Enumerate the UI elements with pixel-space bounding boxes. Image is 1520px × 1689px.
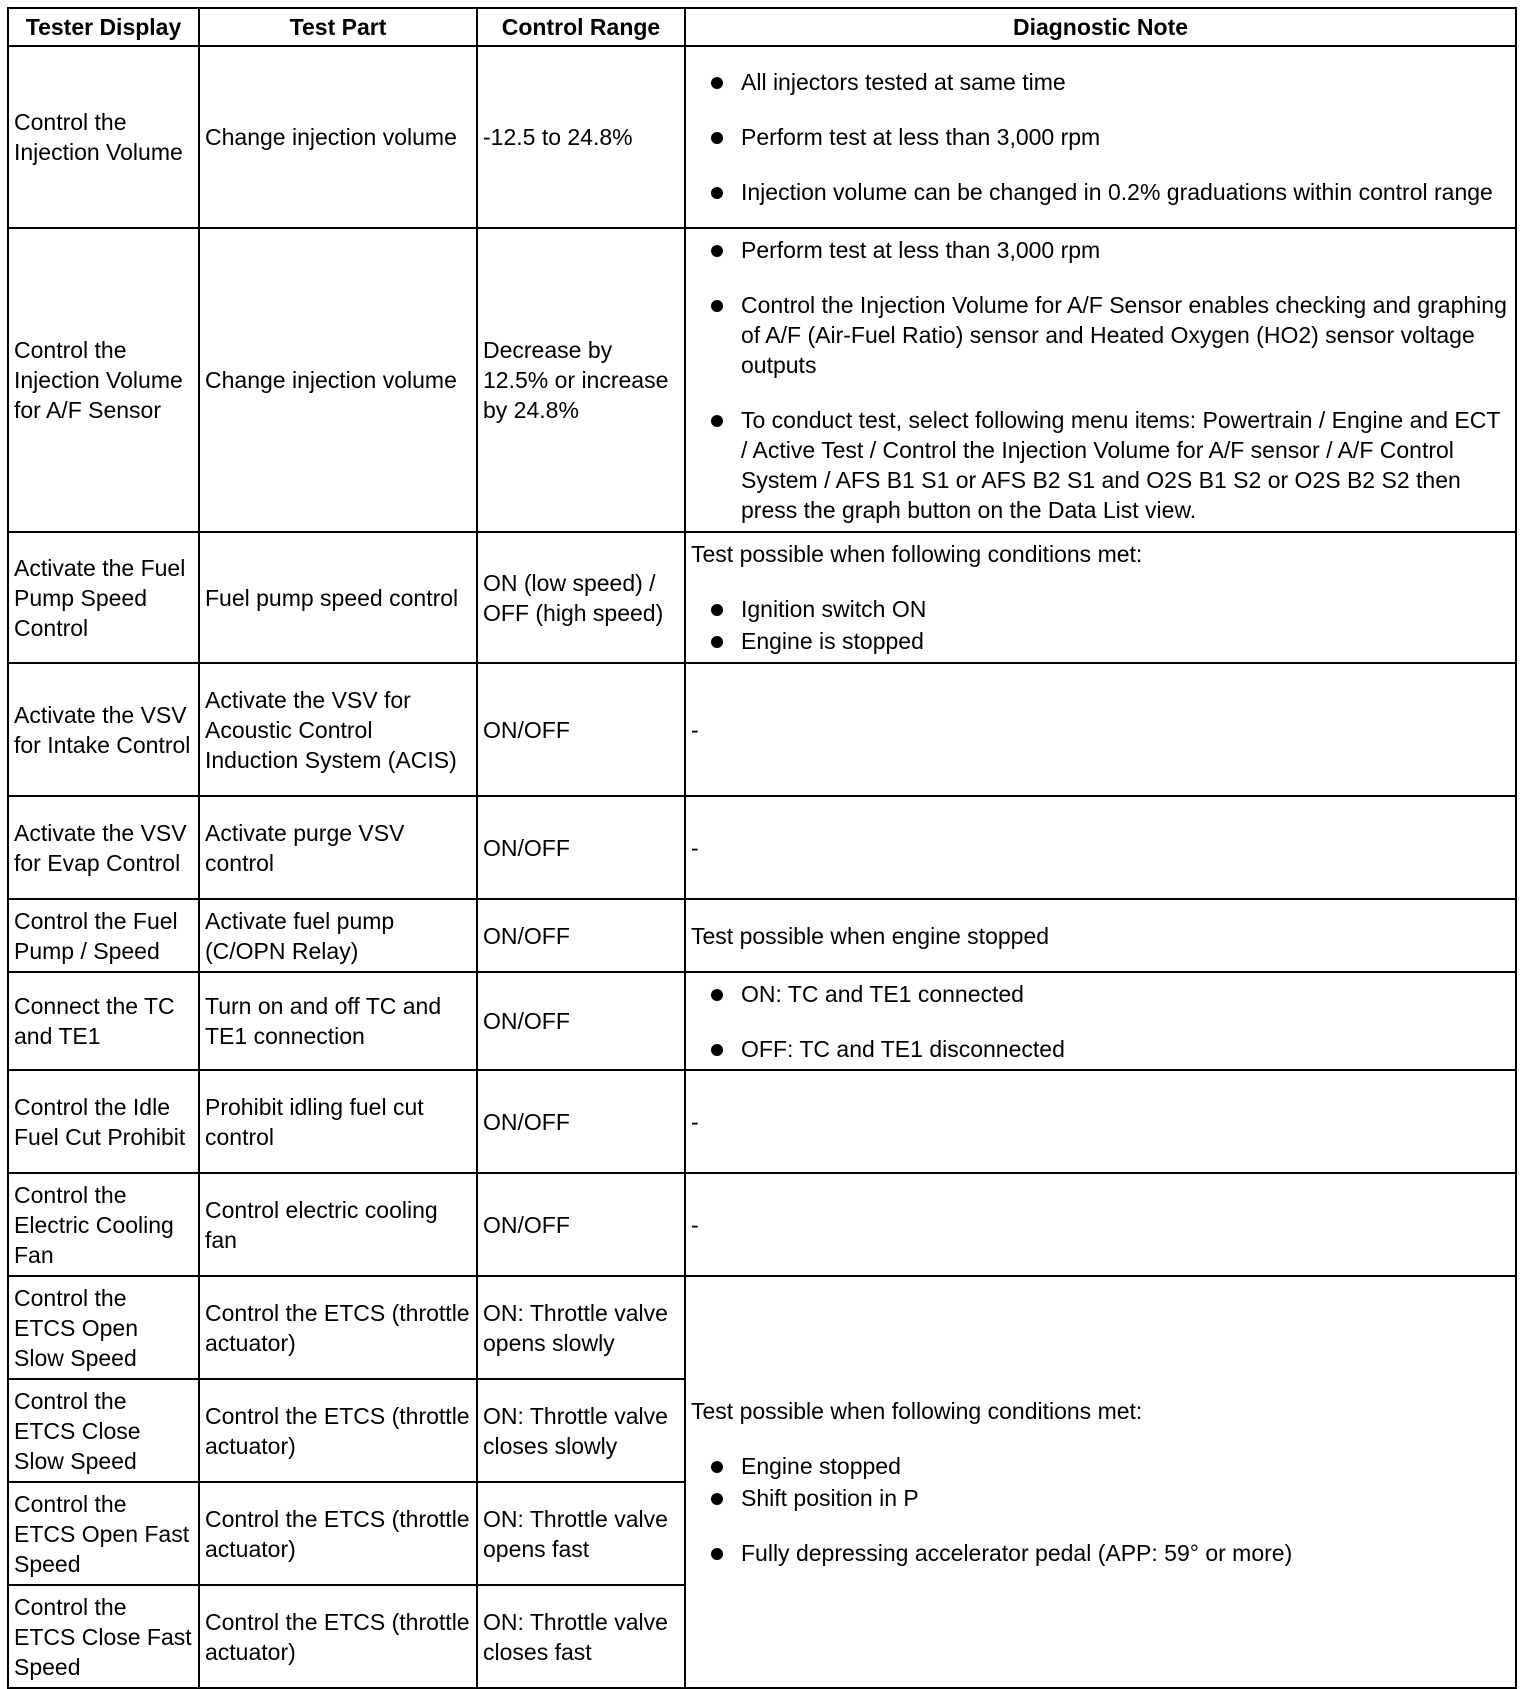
test-part-cell: Activate the VSV for Acoustic Control Induction System (ACIS) (199, 663, 477, 796)
table-row (8, 46, 1516, 228)
table-row (8, 1276, 1516, 1379)
note-title: Test possible when following conditions met: (691, 1398, 1143, 1424)
note-item: OFF: TC and TE1 disconnected (691, 1034, 1510, 1064)
diagnostic-note-cell: - (685, 663, 1516, 796)
note-item: Fully depressing accelerator pedal (APP: 59° or more) (691, 1538, 1510, 1568)
note-item: ON: TC and TE1 connected (691, 979, 1510, 1009)
note-list (691, 67, 1510, 207)
diagnostic-note-cell: - (685, 796, 1516, 899)
test-part-cell: Prohibit idling fuel cut control (199, 1070, 477, 1173)
table-row (8, 228, 1516, 532)
note-item: Perform test at less than 3,000 rpm (691, 235, 1510, 265)
test-part-cell: Control the ETCS (throttle actuator) (199, 1379, 477, 1482)
tester-display-cell: Control the Fuel Pump / Speed (8, 899, 199, 972)
tester-display-cell: Activate the VSV for Intake Control (8, 663, 199, 796)
test-part-cell: Fuel pump speed control (199, 532, 477, 663)
control-range-cell: ON (low speed) / OFF (high speed) (477, 532, 685, 663)
diagnostic-note-cell: - (685, 1173, 1516, 1276)
tester-display-cell: Control the Injection Volume for A/F Sensor (8, 228, 199, 532)
note-item: Engine stopped (691, 1451, 1510, 1481)
control-range-cell: ON/OFF (477, 1173, 685, 1276)
note-item: Ignition switch ON (691, 594, 1510, 624)
table-row (8, 663, 1516, 796)
tester-display-cell: Control the ETCS Close Slow Speed (8, 1379, 199, 1482)
diagnostic-note-cell: Test possible when engine stopped (685, 899, 1516, 972)
test-part-cell: Control electric cooling fan (199, 1173, 477, 1276)
note-list (691, 1451, 1510, 1568)
control-range-cell: ON/OFF (477, 796, 685, 899)
diagnostic-note-cell-etcs (685, 1276, 1516, 1688)
test-part-cell: Change injection volume (199, 46, 477, 228)
tester-display-cell: Control the Injection Volume (8, 46, 199, 228)
control-range-cell: Decrease by 12.5% or increase by 24.8% (477, 228, 685, 532)
control-range-cell: ON/OFF (477, 1070, 685, 1173)
note-item: To conduct test, select following menu items: Powertrain / Engine and ECT / Active Test / Control the Injection Volume for A/F sensor / A/F Control System / AFS B1 S1 or AFS B2 S1 and O2S B1 S2 or O2S B2 S2 then press the graph button on the Data List view. (691, 405, 1510, 525)
note-item: Perform test at less than 3,000 rpm (691, 122, 1510, 152)
control-range-cell: ON: Throttle valve closes fast (477, 1585, 685, 1688)
tester-display-cell: Activate the Fuel Pump Speed Control (8, 532, 199, 663)
diagnostic-note-cell (685, 228, 1516, 532)
control-range-cell: ON: Throttle valve opens fast (477, 1482, 685, 1585)
test-part-cell: Activate fuel pump (C/OPN Relay) (199, 899, 477, 972)
table-row (8, 532, 1516, 663)
note-list (691, 979, 1510, 1064)
header-test-part: Test Part (199, 8, 477, 46)
header-control-range: Control Range (477, 8, 685, 46)
test-part-cell: Activate purge VSV control (199, 796, 477, 899)
test-part-cell: Control the ETCS (throttle actuator) (199, 1276, 477, 1379)
note-item: Shift position in P (691, 1483, 1510, 1513)
note-list (691, 594, 1510, 656)
header-row (8, 8, 1516, 46)
diagnostic-note-cell (685, 46, 1516, 228)
test-part-cell: Turn on and off TC and TE1 connection (199, 972, 477, 1070)
table-row (8, 972, 1516, 1070)
tester-display-cell: Activate the VSV for Evap Control (8, 796, 199, 899)
tester-display-cell: Control the ETCS Close Fast Speed (8, 1585, 199, 1688)
control-range-cell: ON: Throttle valve opens slowly (477, 1276, 685, 1379)
active-test-table-container (7, 7, 1517, 1689)
control-range-cell: -12.5 to 24.8% (477, 46, 685, 228)
control-range-cell: ON/OFF (477, 899, 685, 972)
table-row (8, 899, 1516, 972)
control-range-cell: ON: Throttle valve closes slowly (477, 1379, 685, 1482)
header-diagnostic-note: Diagnostic Note (685, 8, 1516, 46)
table-row (8, 1070, 1516, 1173)
note-title: Test possible when following conditions met: (691, 541, 1143, 567)
note-item: Engine is stopped (691, 626, 1510, 656)
tester-display-cell: Connect the TC and TE1 (8, 972, 199, 1070)
table-row (8, 1173, 1516, 1276)
active-test-table (7, 7, 1517, 1689)
note-item: All injectors tested at same time (691, 67, 1510, 97)
control-range-cell: ON/OFF (477, 663, 685, 796)
diagnostic-note-cell: - (685, 1070, 1516, 1173)
table-row (8, 796, 1516, 899)
note-item: Injection volume can be changed in 0.2% graduations within control range (691, 177, 1510, 207)
control-range-cell: ON/OFF (477, 972, 685, 1070)
tester-display-cell: Control the ETCS Open Slow Speed (8, 1276, 199, 1379)
tester-display-cell: Control the Electric Cooling Fan (8, 1173, 199, 1276)
tester-display-cell: Control the ETCS Open Fast Speed (8, 1482, 199, 1585)
note-item: Control the Injection Volume for A/F Sensor enables checking and graphing of A/F (Air-Fuel Ratio) sensor and Heated Oxygen (HO2) sensor voltage outputs (691, 290, 1510, 380)
header-tester-display: Tester Display (8, 8, 199, 46)
test-part-cell: Change injection volume (199, 228, 477, 532)
note-list (691, 235, 1510, 525)
test-part-cell: Control the ETCS (throttle actuator) (199, 1482, 477, 1585)
tester-display-cell: Control the Idle Fuel Cut Prohibit (8, 1070, 199, 1173)
test-part-cell: Control the ETCS (throttle actuator) (199, 1585, 477, 1688)
diagnostic-note-cell (685, 532, 1516, 663)
diagnostic-note-cell (685, 972, 1516, 1070)
